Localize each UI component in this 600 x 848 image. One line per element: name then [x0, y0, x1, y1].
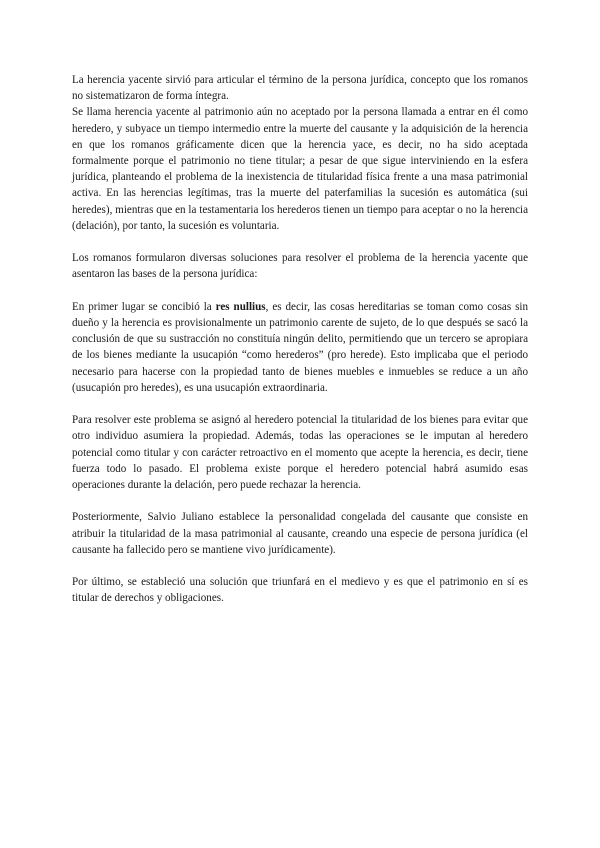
res-nullius-body: , es decir, las cosas hereditarias se toman como cosas sin dueño y la herencia es provisionalmente un patrimonio carente de sujeto, de lo que después se sacó la conclusión de que su sustracción no constituía ningún delito, permitiendo que un tercero se apropiara de los bienes mediante la usucapión “como herederos” (pro herede). Esto implicaba que el periodo necesario para hacerse con la propiedad tanto de bienes muebles e inmuebles se reduce a un año (usucapión pro heredes), es una usucapión extraordinaria. — [72, 300, 529, 394]
res-nullius-term: res nullius — [215, 300, 266, 313]
res-nullius-lead: En primer lugar se concibió la — [72, 300, 216, 313]
paragraph-medievo: Por último, se estableció una solución que triunfará en el medievo y es que el patrimonio en sí es titular de derechos y obligaciones. — [72, 576, 528, 605]
paragraph-definition: Se llama herencia yacente al patrimonio aún no aceptado por la persona llamada a entrar en él como heredero, y subyace un tiempo intermedio entre la muerte del causante y la adquisición de la herencia en que los romanos gráficamente dicen que la herencia yace, es decir, no ha sido aceptada formalmente porque el patrimonio no tiene titular; a pesar de que sigue interviniendo en la esfera jurídica, planteando el problema de la inexistencia de titularidad física frente a una masa patrimonial activa. En las herencias legítimas, tras la muerte del paterfamilias la sucesión es automática (sui heredes), mientras que en la testamentaria los herederos tienen un tiempo para aceptar o no la herencia (delación), por tanto, la sucesión es voluntaria. — [72, 106, 528, 232]
paragraph-intro: La herencia yacente sirvió para articular el término de la persona jurídica, concepto que los romanos no sistematizaron de forma íntegra. — [72, 74, 528, 103]
paragraph-salvio-juliano: Posteriormente, Salvio Juliano establece la personalidad congelada del causante que consiste en atribuir la titularidad de la masa patrimonial al causante, creando una especie de persona jurídica (el causante ha fallecido pero se mantiene vivo jurídicamente). — [72, 511, 528, 556]
document-page — [72, 72, 528, 607]
paragraph-res-nullius — [72, 299, 528, 396]
paragraph-heredero-potencial: Para resolver este problema se asignó al heredero potencial la titularidad de los bienes para evitar que otro individuo asumiera la propiedad. Además, todas las operaciones se le imputan al heredero potencial como titular y con carácter retroactivo en el momento que acepte la herencia, es decir, tiene fuerza todo lo pasado. El problema existe porque el heredero potencial habrá asumido esas operaciones durante la delación, pero puede rechazar la herencia. — [72, 414, 528, 492]
paragraph-solutions-intro: Los romanos formularon diversas soluciones para resolver el problema de la herencia yacente que asentaron las bases de la persona jurídica: — [72, 252, 528, 281]
